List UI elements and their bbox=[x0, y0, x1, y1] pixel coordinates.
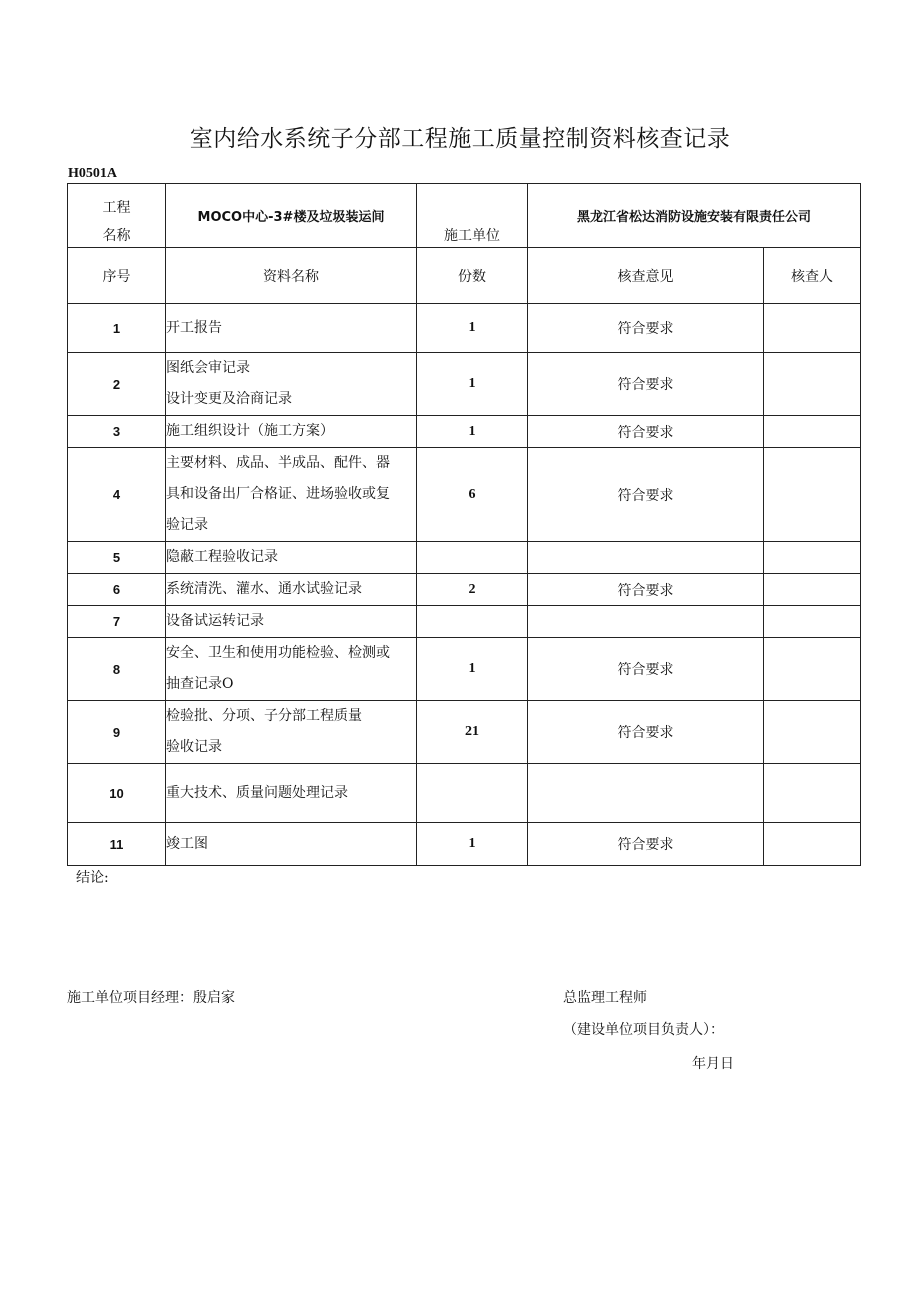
row-opinion: 符合要求 bbox=[528, 304, 764, 353]
unit-name: 黑龙江省松达消防设施安装有限责任公司 bbox=[577, 210, 812, 225]
row-document-name-line: 验收记录 bbox=[166, 739, 222, 755]
row-seq: 6 bbox=[68, 574, 166, 606]
row-opinion bbox=[528, 542, 764, 574]
row-count: 21 bbox=[417, 701, 528, 764]
row-checker bbox=[764, 764, 861, 823]
row-checker bbox=[764, 574, 861, 606]
row-seq: 7 bbox=[68, 606, 166, 638]
chief-supervisor: 总监理工程师 bbox=[563, 990, 647, 1006]
row-document-name-line: 验记录 bbox=[166, 517, 208, 533]
row-document-name-line: 设计变更及洽商记录 bbox=[166, 391, 292, 407]
conclusion-label: 结论: bbox=[76, 870, 109, 886]
row-seq: 4 bbox=[68, 448, 166, 542]
date-label: 年月日 bbox=[692, 1056, 734, 1072]
row-count bbox=[417, 606, 528, 638]
row-seq: 11 bbox=[68, 823, 166, 866]
project-name: MOCO中心-3#楼及垃圾装运间 bbox=[197, 210, 385, 225]
row-document-name bbox=[166, 638, 417, 701]
unit-label-cell bbox=[417, 184, 528, 248]
row-document-name-line: 检验批、分项、子分部工程质量 bbox=[166, 708, 362, 724]
row-document-name bbox=[166, 304, 417, 353]
row-document-name bbox=[166, 701, 417, 764]
row-document-name-line: 重大技术、质量问题处理记录 bbox=[166, 784, 348, 801]
table-row bbox=[68, 823, 861, 866]
table-row bbox=[68, 606, 861, 638]
project-row bbox=[68, 184, 861, 248]
row-seq: 5 bbox=[68, 542, 166, 574]
row-document-name bbox=[166, 542, 417, 574]
unit-label: 施工单位 bbox=[444, 228, 500, 244]
row-checker bbox=[764, 353, 861, 416]
row-seq: 3 bbox=[68, 416, 166, 448]
col-header-count: 份数 bbox=[417, 248, 528, 304]
contractor-manager: 施工单位项目经理：殷启家 bbox=[67, 990, 235, 1006]
row-document-name bbox=[166, 416, 417, 448]
row-document-name-line: 竣工图 bbox=[166, 835, 208, 852]
row-document-name bbox=[166, 353, 417, 416]
row-count: 2 bbox=[417, 574, 528, 606]
row-checker bbox=[764, 416, 861, 448]
row-count: 1 bbox=[417, 353, 528, 416]
row-checker bbox=[764, 542, 861, 574]
owner-representative: （建设单位项目负责人）： bbox=[563, 1022, 724, 1038]
row-count: 1 bbox=[417, 416, 528, 448]
table-row bbox=[68, 542, 861, 574]
row-checker bbox=[764, 638, 861, 701]
row-count: 1 bbox=[417, 638, 528, 701]
row-opinion: 符合要求 bbox=[528, 574, 764, 606]
row-checker bbox=[764, 304, 861, 353]
row-count bbox=[417, 764, 528, 823]
row-document-name bbox=[166, 574, 417, 606]
project-label-cell bbox=[68, 184, 166, 248]
row-document-name-line: 设备试运转记录 bbox=[166, 613, 264, 629]
unit-name-cell bbox=[528, 184, 861, 248]
row-count: 1 bbox=[417, 823, 528, 866]
row-seq: 8 bbox=[68, 638, 166, 701]
row-document-name-line: 开工报告 bbox=[166, 319, 222, 336]
row-checker bbox=[764, 823, 861, 866]
table-row bbox=[68, 416, 861, 448]
row-document-name bbox=[166, 448, 417, 542]
col-header-seq: 序号 bbox=[68, 248, 166, 304]
row-document-name-line: 系统清洗、灌水、通水试验记录 bbox=[166, 581, 362, 597]
col-header-name: 资料名称 bbox=[166, 248, 417, 304]
project-name-cell bbox=[166, 184, 417, 248]
row-document-name-line: 抽查记录O bbox=[166, 676, 234, 692]
record-table bbox=[67, 183, 861, 866]
row-opinion: 符合要求 bbox=[528, 448, 764, 542]
row-opinion: 符合要求 bbox=[528, 353, 764, 416]
column-header-row bbox=[68, 248, 861, 304]
row-seq: 9 bbox=[68, 701, 166, 764]
row-document-name-line: 隐蔽工程验收记录 bbox=[166, 549, 278, 565]
table-row bbox=[68, 353, 861, 416]
row-opinion: 符合要求 bbox=[528, 823, 764, 866]
table-row bbox=[68, 638, 861, 701]
row-document-name-line: 施工组织设计（施工方案） bbox=[166, 423, 334, 439]
form-code: H0501A bbox=[68, 166, 117, 181]
row-opinion: 符合要求 bbox=[528, 416, 764, 448]
row-opinion bbox=[528, 764, 764, 823]
table-row bbox=[68, 701, 861, 764]
project-label-line1: 工程 bbox=[102, 199, 131, 216]
row-document-name bbox=[166, 764, 417, 823]
col-header-checker: 核查人 bbox=[764, 248, 861, 304]
row-document-name bbox=[166, 823, 417, 866]
row-checker bbox=[764, 448, 861, 542]
table-row bbox=[68, 764, 861, 823]
row-seq: 1 bbox=[68, 304, 166, 353]
row-opinion: 符合要求 bbox=[528, 701, 764, 764]
document-title: 室内给水系统子分部工程施工质量控制资料核查记录 bbox=[189, 126, 731, 152]
row-document-name-line: 图纸会审记录 bbox=[166, 360, 250, 376]
project-label-line2: 名称 bbox=[102, 227, 131, 244]
row-document-name-line: 具和设备出厂合格证、进场验收或复 bbox=[166, 486, 390, 502]
row-opinion bbox=[528, 606, 764, 638]
row-document-name-line: 安全、卫生和使用功能检验、检测或 bbox=[166, 645, 390, 661]
table-row bbox=[68, 304, 861, 353]
row-document-name-line: 主要材料、成品、半成品、配件、器 bbox=[166, 455, 390, 471]
row-checker bbox=[764, 701, 861, 764]
row-count: 6 bbox=[417, 448, 528, 542]
table-row bbox=[68, 574, 861, 606]
row-opinion: 符合要求 bbox=[528, 638, 764, 701]
row-count bbox=[417, 542, 528, 574]
row-document-name bbox=[166, 606, 417, 638]
row-checker bbox=[764, 606, 861, 638]
table-row bbox=[68, 448, 861, 542]
row-seq: 10 bbox=[68, 764, 166, 823]
row-seq: 2 bbox=[68, 353, 166, 416]
col-header-opinion: 核查意见 bbox=[528, 248, 764, 304]
row-count: 1 bbox=[417, 304, 528, 353]
